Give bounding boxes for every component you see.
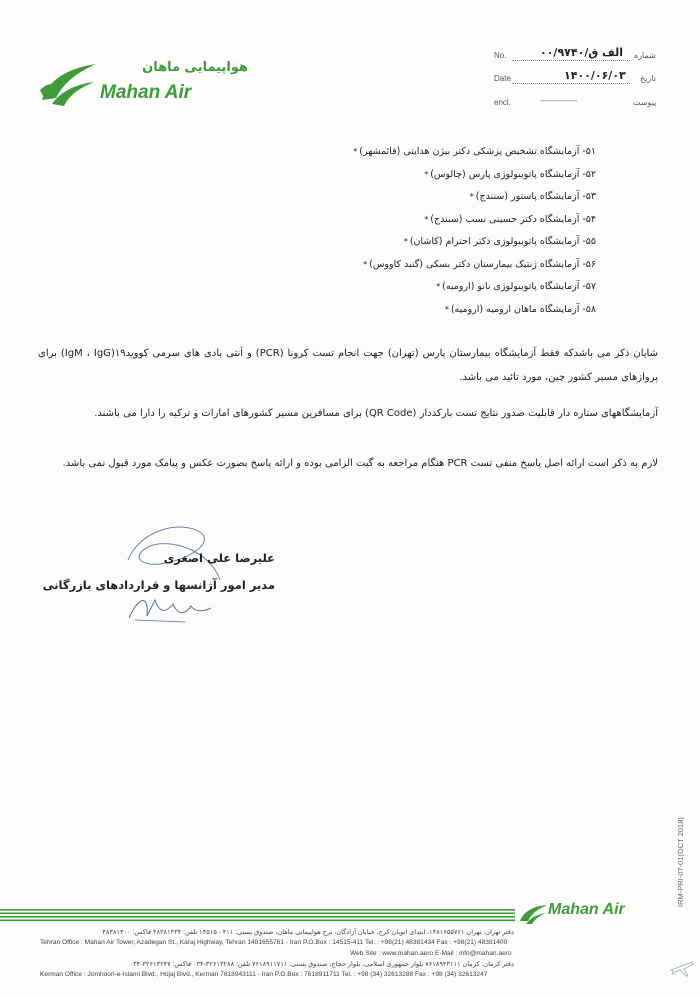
form-code: IRM-PRI-07-01(OCT 2018) — [676, 817, 685, 907]
enclosure-label-fa: پیوست — [633, 98, 657, 107]
star-icon: * — [403, 237, 408, 246]
list-item: ۵۸-آزمایشگاه ماهان ارومیه (ارومیه)* — [444, 303, 596, 315]
footer-wing-icon — [518, 903, 548, 925]
list-item: ۵۴-آزمایشگاه دکتر حسینی نسب (سنندج)* — [424, 213, 596, 225]
mahan-air-logo — [38, 58, 248, 110]
list-item: ۵۲-آزمایشگاه پاتوبیولوژی پارس (چالوس)* — [424, 168, 596, 180]
logo-english-text: Mahan Air — [100, 82, 192, 103]
signatory-title: مدیر امور آژانسها و قراردادهای بازرگانی — [42, 578, 275, 592]
lab-list — [296, 145, 596, 325]
list-item: ۵۶-آزمایشگاه ژنتیک بیمارستان دکتر بسکی (گنبد کاووس)* — [363, 258, 596, 270]
enclosure-value: -------------- — [540, 96, 578, 105]
footer-web-email: Web Site : www.mahan.aero E-Mail : info@mahan.aero — [350, 950, 512, 957]
body-paragraph: شایان ذکر می باشدکه فقط آزمایشگاه بیمارستان پارس (تهران) جهت انجام تست کرونا (PCR) و آنتی بادی های سرمی کووید۱۹(IgM ، IgG) برای پروازهای مسیر کشور چین، مورد تائید می باشد. — [38, 348, 658, 383]
footer-kerman-fa: دفتر کرمان: کرمان ۷۶۱۸۹۴۳۱۱۱ بلوار جمهوری اسلامی، بلوار حجاج، صندوق پستی: ۷۶۱۸۹۱۱۷۱۱ تلفن: ۳۲۶۱۳۲۸۸-۰۳۴ فاکس: ۳۲۶۱۳۲۴۷-۰۳۴ — [129, 961, 514, 968]
body-paragraph: آزمایشگاههای ستاره دار قابلیت صدور نتایج تست بارکددار (QR Code) برای مسافرین مسیر کشورهای امارات و ترکیه را دارا می باشند. — [94, 408, 658, 419]
star-icon: * — [469, 192, 474, 201]
footer-stripes — [0, 909, 515, 927]
footer-tehran-fa: دفتر تهران: تهران ۱۴۸۱۶۵۵۷۶۱، ابتدای اتوبان کرج، خیابان آزادگان، برج هواپیمایی ماهان، صندوق پستی: ۴۱۱ - ۱۴۵۱۵ تلفن: ۴۸۳۸۱۴۳۴ فاکس: ۴۸۳۸۱۴۰۰ — [102, 929, 514, 936]
list-item: ۵۷-آزمایشگاه پاتوبیولوژی نانو (ارومیه)* — [436, 281, 596, 292]
number-label-en: No. — [494, 51, 507, 60]
handwritten-signature — [125, 590, 215, 630]
footer-tehran-en: Tehran Office : Mahan Air Tower, Azadegan St., Karaj Highway, Tehran 1481655761 - Iran P.O.Box : 14515-411 Tel. : +98(21) 48381434 Fax : +98(21) 48381400 — [40, 939, 508, 946]
star-icon: * — [424, 214, 429, 224]
star-icon: * — [444, 304, 449, 314]
star-icon: * — [363, 259, 368, 269]
body-paragraph: لازم به ذکر است ارائه اصل پاسخ منفی تست PCR هنگام مراجعه به گیت الزامی بوده و ارائه پاسخ بصورت عکس و پیامک مورد قبول نمی باشد. — [62, 458, 658, 469]
star-icon: * — [424, 169, 429, 179]
logo-persian-text: هواپیمایی ماهان — [142, 60, 248, 75]
list-item: ۵۱-آزمایشگاه تشخیص پزشکی دکتر بیژن هدایتی (قائمشهر)* — [353, 146, 596, 157]
footer-kerman-en: Kerman Office : Jomhoori-e-Islami Blvd., Hojaj Blvd., Kerman 7618943111 - Iran P.O.Box : 7618911711 Tel. : +98 (34) 32613288 Fax : +98 (34) 32613247 — [40, 971, 488, 978]
number-label-fa: شماره — [634, 51, 656, 60]
footer-logo-text: Mahan Air — [548, 901, 625, 918]
star-icon: * — [436, 282, 441, 291]
enclosure-label-en: encl. — [494, 98, 511, 107]
star-icon: * — [353, 147, 358, 156]
airplane-icon — [670, 958, 694, 978]
letter-number: الف ق/۰۰/۹۷۴۰ — [540, 46, 623, 59]
date-label-en: Date — [494, 74, 511, 83]
number-line — [512, 60, 630, 61]
signatory-name: علیرضا علی اصغری — [163, 551, 275, 565]
list-item: ۵۵-آزمایشگاه پاتوبیولوژی دکتر احترام (کاشان)* — [403, 236, 596, 247]
list-item: ۵۳-آزمایشگاه پاستور (سنندج)* — [469, 191, 596, 202]
date-line — [512, 83, 630, 84]
letter-date: ۱۴۰۰/۰۶/۰۳ — [564, 69, 626, 82]
mahan-wing-icon — [38, 60, 98, 108]
date-label-fa: تاریخ — [640, 74, 656, 83]
